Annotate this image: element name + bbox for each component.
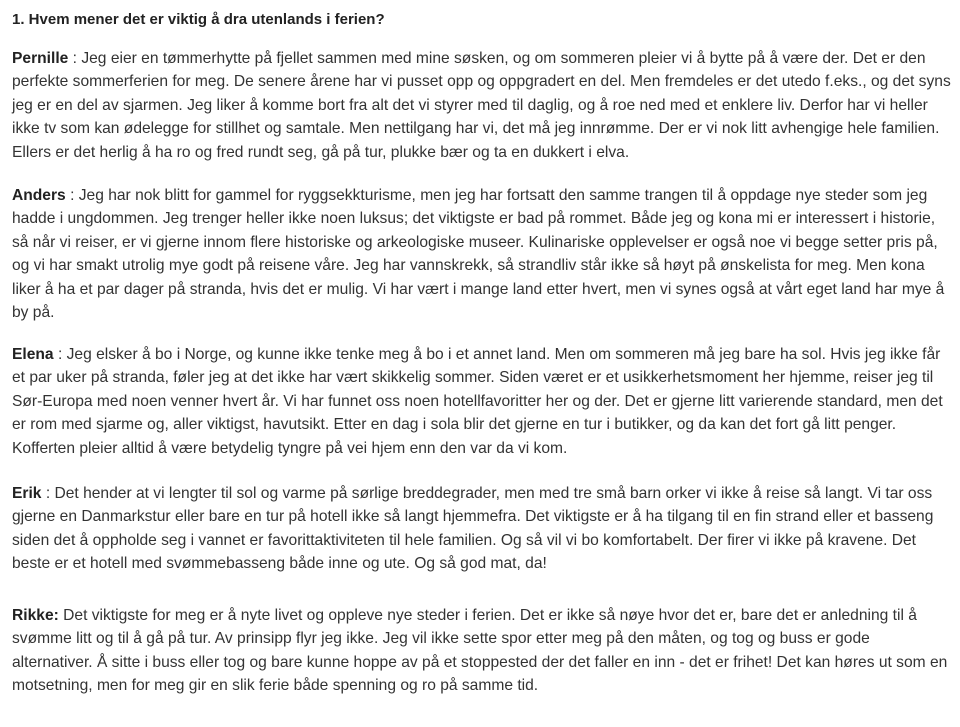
entry-erik xyxy=(12,482,952,576)
entry-anders xyxy=(12,184,952,324)
question-heading: 1. Hvem mener det er viktig å dra utenlands i ferien? xyxy=(12,11,385,28)
entry-pernille xyxy=(12,47,952,164)
entry-text: : Jeg elsker å bo i Norge, og kunne ikke tenke meg å bo i et annet land. Men om sommeren må jeg bare ha sol. Hvis jeg ikke får et par uker på stranda, føler jeg at det ikke har vært skikkelig sommer. Siden været er et usikkerhetsmoment her hjemme, reiser jeg til Sør-Europa med noen venner hvert år. Vi har funnet oss noen hotellfavoritter her og der. Det er gjerne litt varierende standard, men det er rom med sjarme og, aller viktigst, havutsikt. Etter en dag i sola blir det gjerne en tur i butikker, og da kan det fort gå litt penger. Kofferten pleier alltid å være betydelig tyngre på vei hjem enn den var da vi kom. xyxy=(12,346,943,457)
entry-name: Rikke: xyxy=(12,607,59,624)
entry-rikke xyxy=(12,604,952,698)
entry-text: : Jeg eier en tømmerhytte på fjellet sammen med mine søsken, og om sommeren pleier vi å bytte på å være der. Det er den perfekte sommerferien for meg. De senere årene har vi pusset opp og oppgradert en del. Men fremdeles er det utedo f.eks., og det syns jeg er en del av sjarmen. Jeg liker å komme bort fra alt det vi styrer med til daglig, og å roe ned med et enklere liv. Derfor har vi heller ikke tv som kan ødelegge for stillhet og samtale. Men nettilgang har vi, det må jeg innrømme. Der er vi nok litt avhengige hele familien. Ellers er det herlig å ha ro og fred rundt seg, gå på tur, plukke bær og ta en dukkert i elva. xyxy=(12,50,951,161)
entry-name: Elena xyxy=(12,346,54,363)
entry-text: : Jeg har nok blitt for gammel for ryggsekkturisme, men jeg har fortsatt den samme trangen til å oppdage nye steder som jeg hadde i ungdommen. Jeg trenger heller ikke noen luksus; det viktigste er bad på rommet. Både jeg og kona mi er interessert i historie, så når vi reiser, er vi gjerne innom flere historiske og arkeologiske museer. Kulinariske opplevelser er også noe vi begge setter pris på, og vi har smakt utrolig mye godt på reisene våre. Jeg har vannskrekk, så strandliv står ikke så høyt på ønskelista for meg. Men kona liker å ha et par dager på stranda, hvis det er mulig. Vi har vært i mange land etter hvert, men vi synes også at vårt eget land har mye å by på. xyxy=(12,187,945,322)
entry-name: Erik xyxy=(12,485,42,502)
entry-name: Anders xyxy=(12,187,66,204)
entry-text: : Det hender at vi lengter til sol og varme på sørlige breddegrader, men med tre små barn orker vi ikke å reise så langt. Vi tar oss gjerne en Danmarkstur eller bare en tur på hotell ikke så langt hjemmefra. Det viktigste er å ha tilgang til en fin strand eller et basseng siden det å oppholde seg i vannet er favorittaktiviteten til hele familien. Og så vil vi bo komfortabelt. Der firer vi ikke på kravene. Det beste er et hotell med svømmebasseng både inne og ute. Og så god mat, da! xyxy=(12,485,934,573)
entry-text: Det viktigste for meg er å nyte livet og oppleve nye steder i ferien. Det er ikke så nøye hvor det er, bare det er anledning til å svømme litt og til å gå på tur. Av prinsipp flyr jeg ikke. Jeg vil ikke sette spor etter meg på den måten, og tog og buss er gode alternativer. Å sitte i buss eller tog og bare kunne hoppe av på et stoppested der det faller en inn - det er frihet! Det kan høres ut som en motsetning, men for meg gir en slik ferie både spenning og ro på samme tid. xyxy=(12,607,948,695)
entry-elena xyxy=(12,343,952,460)
entry-name: Pernille xyxy=(12,50,69,67)
